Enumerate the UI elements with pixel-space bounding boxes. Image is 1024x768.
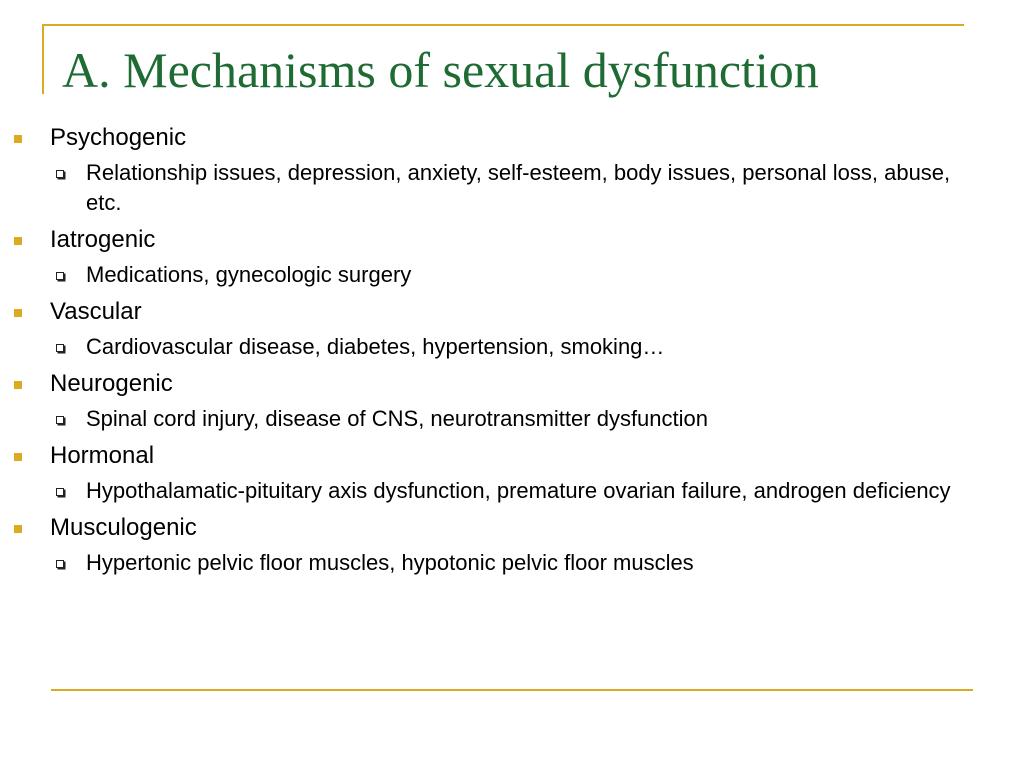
detail-item [50, 332, 966, 362]
square-bullet-icon [14, 381, 22, 389]
hollow-square-bullet-icon [56, 560, 64, 568]
square-bullet-icon [14, 237, 22, 245]
category-vascular [12, 296, 972, 362]
hollow-square-bullet-icon [56, 416, 64, 424]
hollow-square-bullet-icon [56, 344, 64, 352]
category-label: Musculogenic [50, 514, 197, 541]
hollow-square-bullet-icon [56, 488, 64, 496]
top-border-line [42, 24, 964, 26]
category-musculogenic [12, 512, 972, 578]
bottom-border-line [51, 689, 973, 691]
detail-list [50, 548, 972, 578]
category-label: Vascular [50, 298, 142, 325]
category-label: Neurogenic [50, 370, 173, 397]
square-bullet-icon [14, 525, 22, 533]
category-neurogenic [12, 368, 972, 434]
detail-text: Hypothalamatic-pituitary axis dysfunction, premature ovarian failure, androgen deficiency [86, 478, 951, 503]
category-label: Psychogenic [50, 124, 187, 151]
detail-list [50, 476, 972, 506]
square-bullet-icon [14, 135, 22, 143]
detail-list [50, 158, 972, 218]
detail-list [50, 332, 972, 362]
category-psychogenic [12, 122, 972, 218]
mechanism-list [12, 122, 972, 578]
category-hormonal [12, 440, 972, 506]
detail-item [50, 404, 966, 434]
category-label: Hormonal [50, 442, 155, 469]
hollow-square-bullet-icon [56, 170, 64, 178]
square-bullet-icon [14, 453, 22, 461]
detail-item [50, 476, 966, 506]
detail-text: Hypertonic pelvic floor muscles, hypotonic pelvic floor muscles [86, 550, 694, 575]
detail-text: Relationship issues, depression, anxiety, self-esteem, body issues, personal loss, abuse, etc. [86, 160, 951, 215]
detail-text: Spinal cord injury, disease of CNS, neurotransmitter dysfunction [86, 406, 708, 431]
category-label: Iatrogenic [50, 226, 156, 253]
slide-title: A. Mechanisms of sexual dysfunction [62, 42, 819, 98]
detail-item [50, 260, 966, 290]
detail-list [50, 404, 972, 434]
detail-item [50, 158, 966, 218]
category-iatrogenic [12, 224, 972, 290]
hollow-square-bullet-icon [56, 272, 64, 280]
detail-list [50, 260, 972, 290]
left-border-line [42, 24, 44, 94]
detail-text: Medications, gynecologic surgery [86, 262, 412, 287]
detail-item [50, 548, 966, 578]
detail-text: Cardiovascular disease, diabetes, hypertension, smoking… [86, 334, 665, 359]
square-bullet-icon [14, 309, 22, 317]
